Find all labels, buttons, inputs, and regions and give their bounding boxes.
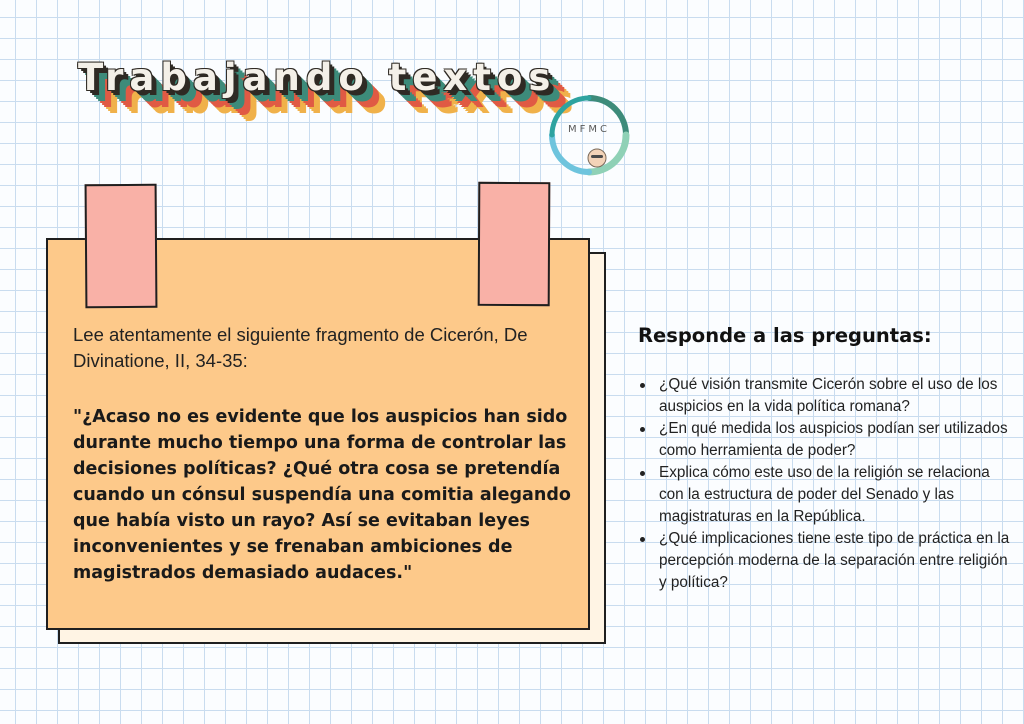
quote-text: "¿Acaso no es evidente que los auspicios han sido durante mucho tiempo una forma de controlar las decisiones políticas? ¿Qué otra cosa se pretendía cuando un cónsul suspendía una comitia alegando que había visto un rayo? Así se evitaban leyes inconvenientes y se frenaban ambiciones de magistrados demasiado audaces."	[73, 407, 571, 583]
tape-right	[478, 182, 551, 306]
question-item: Explica cómo este uso de la religión se relaciona con la estructura de poder del Senado y las magistraturas en la República.	[638, 462, 1018, 528]
logo-label: MFMC	[568, 124, 610, 135]
logo	[546, 92, 632, 178]
page-title: Trabajando textos	[78, 56, 557, 99]
questions-list	[638, 374, 1018, 594]
intro-text: Lee atentamente el siguiente fragmento de Cicerón, De Divinatione, II, 34-35:	[73, 324, 528, 371]
logo-ring-icon	[546, 92, 632, 178]
questions-heading: Responde a las preguntas:	[638, 324, 932, 347]
question-item: ¿En qué medida los auspicios podían ser utilizados como herramienta de poder?	[638, 418, 1018, 462]
tape-left	[85, 184, 158, 308]
question-item: ¿Qué implicaciones tiene este tipo de práctica en la percepción moderna de la separación entre religión y política?	[638, 528, 1018, 594]
cartoon-avatar-icon	[588, 149, 606, 167]
question-item: ¿Qué visión transmite Cicerón sobre el uso de los auspicios en la vida política romana?	[638, 374, 1018, 418]
